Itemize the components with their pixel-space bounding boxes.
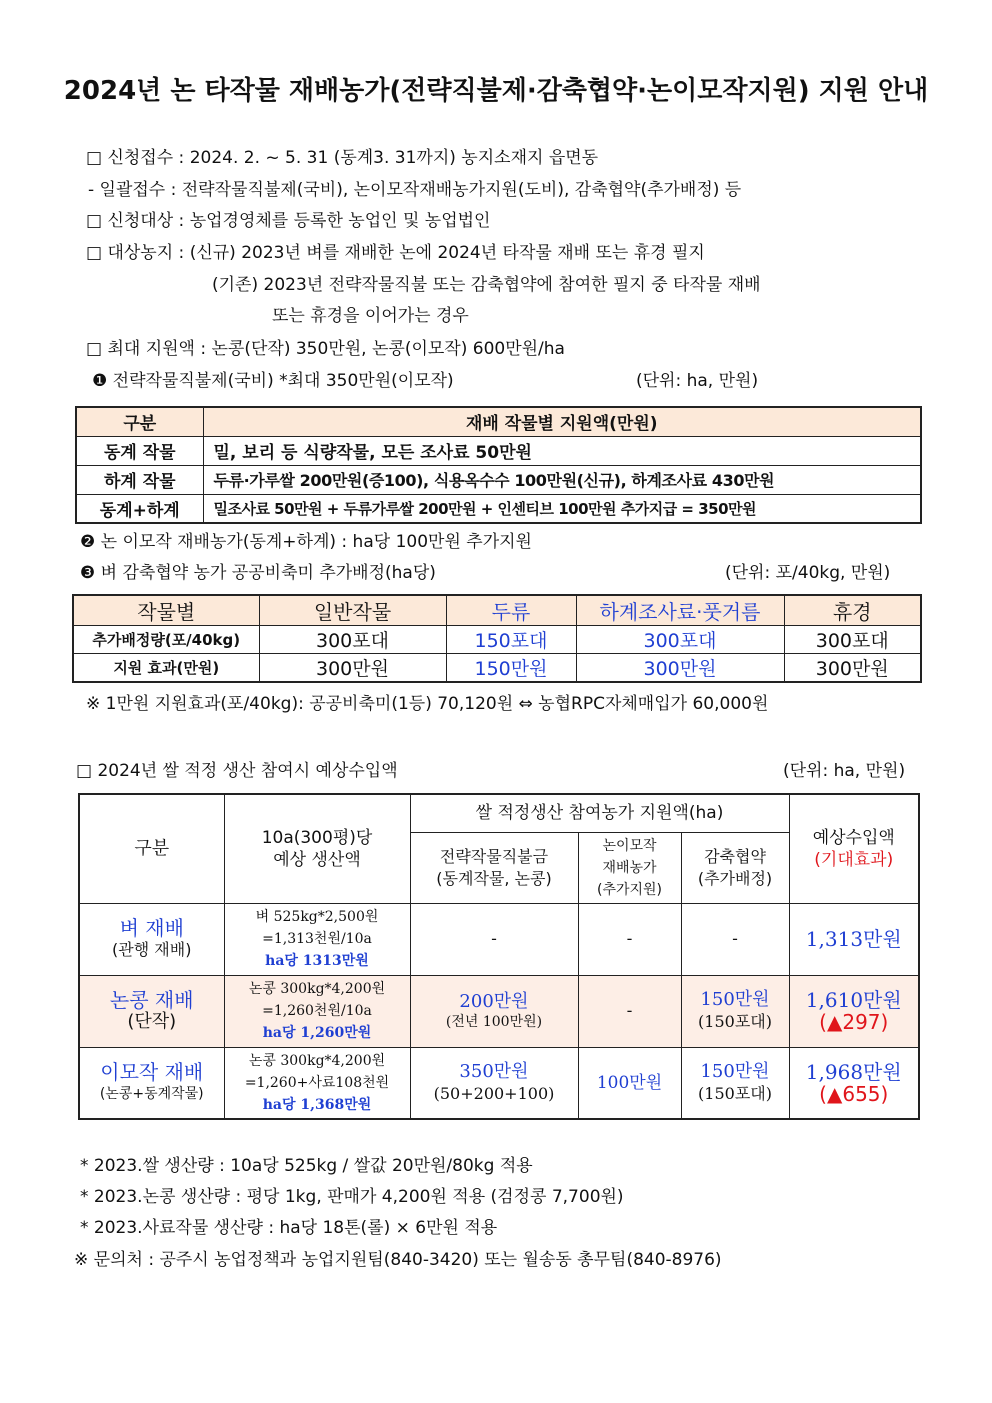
reduction-agreement-item: ❸ 벼 감축협약 농가 공공비축미 추가배정(ha당) bbox=[80, 563, 436, 583]
table-row bbox=[79, 975, 919, 1047]
table3-row-label bbox=[79, 1047, 224, 1119]
table2-header: 작물별 bbox=[73, 595, 259, 626]
table2-header: 두류 bbox=[446, 595, 576, 626]
table3-cell: - bbox=[578, 975, 681, 1047]
table3-production-cell bbox=[224, 903, 410, 975]
reduction-note: (150포대) bbox=[698, 1012, 772, 1031]
table2-cell: 150포대 bbox=[446, 626, 576, 654]
row-subname: (관행 재배) bbox=[112, 940, 192, 959]
strategic-amount: 200만원 bbox=[459, 991, 529, 1012]
income-amount: 1,610만원 bbox=[805, 988, 902, 1012]
info-application-period: □ 신청접수 : 2024. 2. ~ 5. 31 (동계3. 31까지) 농지소재지 읍면동 bbox=[86, 148, 599, 168]
table2-row-label: 추가배정량(포/40kg) bbox=[73, 626, 259, 654]
expected-income-table bbox=[78, 793, 920, 1120]
table1-row-label: 동계 작물 bbox=[76, 436, 203, 465]
table3-header-strategic bbox=[410, 832, 578, 903]
table3-header-production-line2: 예상 생산액 bbox=[273, 849, 361, 870]
table3-header-production bbox=[224, 794, 410, 903]
table3-header-income bbox=[789, 794, 919, 903]
table-row bbox=[79, 1047, 919, 1119]
table-row bbox=[79, 903, 919, 975]
footnote-rice: * 2023.쌀 생산량 : 10a당 525kg / 쌀값 20만원/80kg 적용 bbox=[80, 1156, 533, 1176]
table2-cell: 300만원 bbox=[259, 654, 446, 683]
table3-cell: - bbox=[681, 903, 789, 975]
table2-header: 일반작물 bbox=[259, 595, 446, 626]
strategic-crop-heading: ❶ 전략작물직불제(국비) *최대 350만원(이모작) bbox=[92, 371, 454, 391]
info-eligible-applicants: □ 신청대상 : 농업경영체를 등록한 농업인 및 농업법인 bbox=[86, 211, 491, 231]
strategic-note: (전년 100만원) bbox=[445, 1014, 543, 1030]
table-row bbox=[73, 626, 921, 654]
row-name: 논콩 재배 bbox=[109, 988, 194, 1012]
income-increase: (▲297) bbox=[819, 1010, 889, 1034]
table1-row-label: 하계 작물 bbox=[76, 465, 203, 494]
footnote-feed: * 2023.사료작물 생산량 : ha당 18톤(롤) × 6만원 적용 bbox=[80, 1218, 498, 1238]
info-batch-application: - 일괄접수 : 전략작물직불제(국비), 논이모작재배농가지원(도비), 감축협약(추가배정) 등 bbox=[88, 180, 742, 200]
section-expected-income: □ 2024년 쌀 적정 생산 참여시 예상수입액 bbox=[76, 761, 398, 781]
row-name: 벼 재배 bbox=[119, 916, 184, 940]
table3-header-double-line3: (추가지원) bbox=[596, 881, 663, 898]
table1-row-value: 두류·가루쌀 200만원(증100), 식용옥수수 100만원(신규), 하계조사료 430만원 bbox=[203, 465, 921, 494]
table3-header-production-line1: 10a(300평)당 bbox=[261, 827, 373, 848]
table2-cell: 300포대 bbox=[576, 626, 784, 654]
table3-production-cell bbox=[224, 1047, 410, 1119]
production-total: ha당 1,260만원 bbox=[262, 1025, 372, 1041]
table3-header-strategic-line2: (동계작물, 논콩) bbox=[436, 868, 552, 888]
table3-header-reduction-line2: (추가배정) bbox=[697, 868, 773, 888]
production-line: =1,313천원/10a bbox=[262, 931, 372, 947]
unit-label-3: (단위: ha, 만원) bbox=[783, 761, 906, 781]
table3-production-cell bbox=[224, 975, 410, 1047]
row-subname: (논콩+동계작물) bbox=[99, 1085, 204, 1102]
strategic-crop-table bbox=[75, 406, 922, 524]
table3-header-income-line2: (기대효과) bbox=[814, 849, 894, 870]
table2-cell: 300포대 bbox=[784, 626, 921, 654]
production-total: ha당 1313만원 bbox=[265, 953, 369, 969]
contact-info: ※ 문의처 : 공주시 농업정책과 농업지원팀(840-3420) 또는 월송동 총무팀(840-8976) bbox=[74, 1250, 722, 1270]
table3-strategic-cell bbox=[410, 975, 578, 1047]
table2-header: 휴경 bbox=[784, 595, 921, 626]
table2-header: 하계조사료·풋거름 bbox=[576, 595, 784, 626]
income-amount: 1,968만원 bbox=[805, 1059, 902, 1084]
table3-income-cell: 1,313만원 bbox=[789, 903, 919, 975]
info-target-existing-cont: 또는 휴경을 이어가는 경우 bbox=[272, 306, 469, 326]
table-row bbox=[76, 494, 921, 523]
table3-header-strategic-line1: 전략작물직불금 bbox=[439, 846, 549, 866]
table2-cell: 300포대 bbox=[259, 626, 446, 654]
table3-income-cell bbox=[789, 1047, 919, 1119]
table3-header-double-line1: 논이모작 bbox=[602, 837, 657, 854]
table3-cell: - bbox=[578, 903, 681, 975]
reduction-note: (150포대) bbox=[698, 1083, 772, 1103]
page-title: 2024년 논 타작물 재배농가(전략직불제·감축협약·논이모작지원) 지원 안내 bbox=[63, 76, 929, 106]
table2-cell: 150만원 bbox=[446, 654, 576, 683]
reserve-rice-table bbox=[72, 594, 922, 683]
table3-reduction-cell bbox=[681, 975, 789, 1047]
production-line: =1,260+사료108천원 bbox=[244, 1074, 390, 1091]
strategic-note: (50+200+100) bbox=[433, 1083, 555, 1103]
table-row bbox=[76, 465, 921, 494]
table3-cell: - bbox=[410, 903, 578, 975]
row-name: 이모작 재배 bbox=[100, 1059, 204, 1084]
reduction-amount: 150만원 bbox=[700, 989, 770, 1010]
table1-row-value: 밀조사료 50만원 + 두류가루쌀 200만원 + 인센티브 100만원 추가지급 = 350만원 bbox=[203, 494, 921, 523]
table3-header-reduction bbox=[681, 832, 789, 903]
table3-row-label bbox=[79, 975, 224, 1047]
table2-cell: 300만원 bbox=[576, 654, 784, 683]
table2-row-label: 지원 효과(만원) bbox=[73, 654, 259, 683]
table3-strategic-cell bbox=[410, 1047, 578, 1119]
row-subname: (단작) bbox=[127, 1011, 177, 1032]
table3-header-double-crop bbox=[578, 832, 681, 903]
table3-double-crop-cell: 100만원 bbox=[578, 1047, 681, 1119]
production-line: 논콩 300kg*4,200원 bbox=[248, 1052, 386, 1069]
strategic-amount: 350만원 bbox=[459, 1060, 529, 1082]
info-target-existing: (기존) 2023년 전략작물직불 또는 감축협약에 참여한 필지 중 타작물 재배 bbox=[212, 275, 761, 295]
reduction-amount: 150만원 bbox=[700, 1060, 770, 1082]
production-line: 벼 525kg*2,500원 bbox=[255, 909, 379, 925]
table3-header-reduction-line1: 감축협약 bbox=[704, 846, 766, 866]
table1-row-value: 밀, 보리 등 식량작물, 모든 조사료 50만원 bbox=[203, 436, 921, 465]
unit-label-1: (단위: ha, 만원) bbox=[636, 371, 759, 391]
production-line: =1,260천원/10a bbox=[262, 1003, 372, 1019]
support-effect-note: ※ 1만원 지원효과(포/40kg): 공공비축미(1등) 70,120원 ⇔ 농협RPC자체매입가 60,000원 bbox=[86, 694, 769, 714]
double-crop-item: ❷ 논 이모작 재배농가(동계+하계) : ha당 100만원 추가지원 bbox=[80, 532, 532, 552]
income-increase: (▲655) bbox=[819, 1081, 889, 1106]
table3-header-category: 구분 bbox=[79, 794, 224, 903]
table-row bbox=[76, 436, 921, 465]
table3-header-support: 쌀 적정생산 참여농가 지원액(ha) bbox=[410, 794, 789, 832]
production-total: ha당 1,368만원 bbox=[262, 1096, 372, 1113]
info-target-farmland: □ 대상농지 : (신규) 2023년 벼를 재배한 논에 2024년 타작물 재배 또는 휴경 필지 bbox=[86, 243, 705, 263]
unit-label-2: (단위: 포/40kg, 만원) bbox=[725, 563, 891, 583]
table1-header-category: 구분 bbox=[76, 407, 203, 436]
table-row bbox=[73, 654, 921, 683]
production-line: 논콩 300kg*4,200원 bbox=[248, 981, 386, 997]
table3-header-income-line1: 예상수입액 bbox=[812, 827, 895, 848]
table3-header-double-line2: 재배농가 bbox=[602, 859, 657, 876]
table1-header-amount: 재배 작물별 지원액(만원) bbox=[203, 407, 921, 436]
table1-row-label: 동계+하계 bbox=[76, 494, 203, 523]
table3-income-cell bbox=[789, 975, 919, 1047]
footnote-soybean: * 2023.논콩 생산량 : 평당 1kg, 판매가 4,200원 적용 (검정콩 7,700원) bbox=[80, 1187, 624, 1207]
info-max-support: □ 최대 지원액 : 논콩(단작) 350만원, 논콩(이모작) 600만원/ha bbox=[86, 339, 565, 359]
table3-reduction-cell bbox=[681, 1047, 789, 1119]
table2-cell: 300만원 bbox=[784, 654, 921, 683]
table3-row-label bbox=[79, 903, 224, 975]
